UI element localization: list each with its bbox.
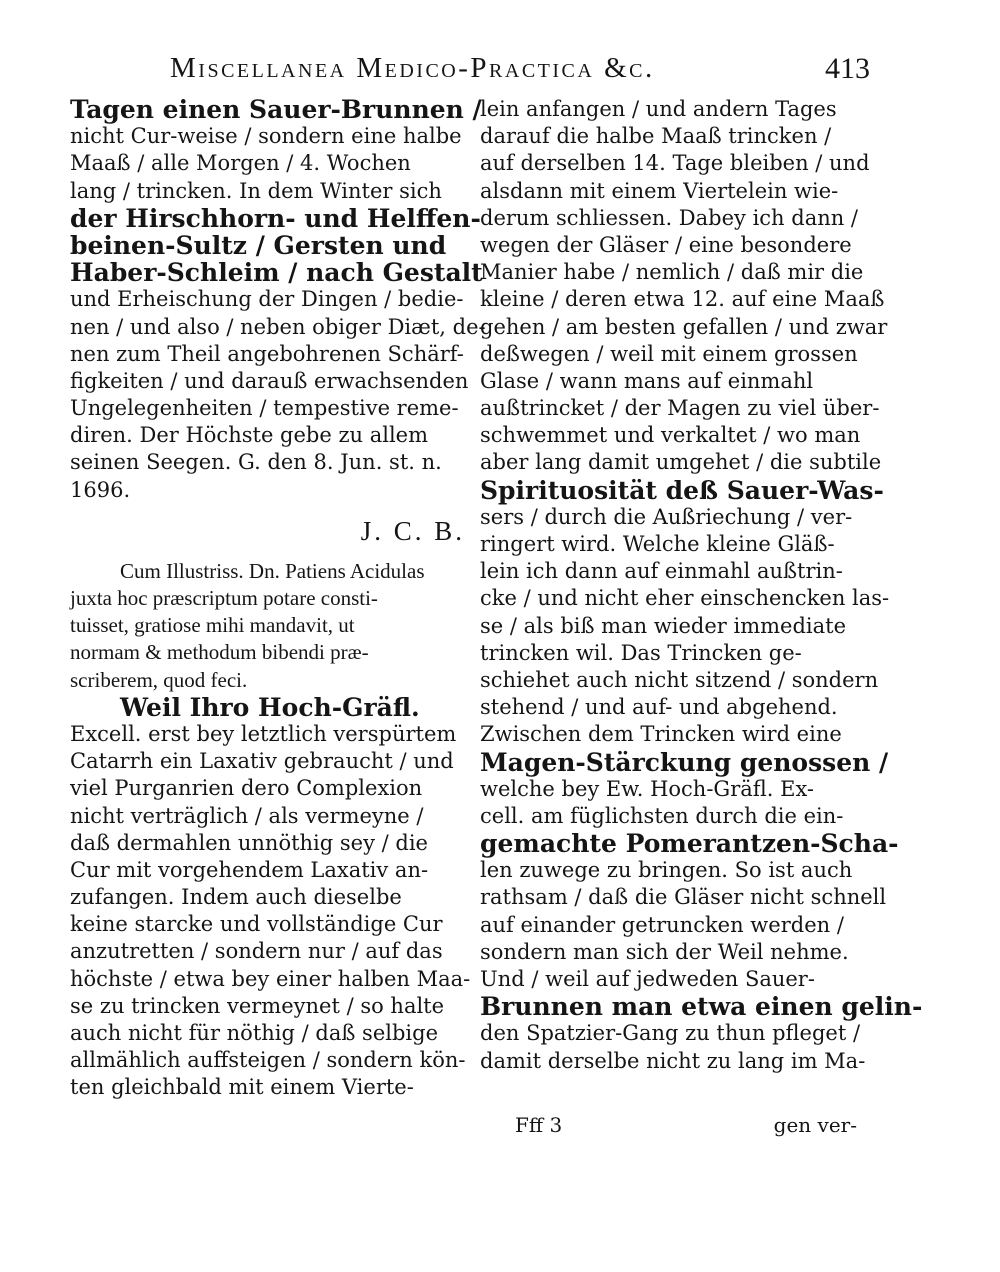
text-line: auf derselben 14. Tage bleiben / und bbox=[480, 151, 870, 176]
text-line: cell. am füglichsten durch die ein- bbox=[480, 803, 844, 828]
text-line: nen / und also / neben obiger Diæt, de- bbox=[70, 314, 486, 339]
text-line: derum schliessen. Dabey ich dann / bbox=[480, 205, 859, 230]
text-line: nen zum Theil angebohrenen Schärf- bbox=[70, 341, 464, 366]
text-line: Tagen einen Sauer-Brunnen / bbox=[70, 95, 482, 124]
right-column bbox=[480, 96, 923, 1075]
text-line: zufangen. Indem auch dieselbe bbox=[70, 885, 402, 910]
text-line: beinen-Sultz / Gersten und bbox=[70, 230, 447, 260]
text-line: alsdann mit einem Viertelein wie- bbox=[480, 178, 839, 203]
page-number: 413 bbox=[825, 52, 870, 85]
text-line: gehen / am besten gefallen / und zwar bbox=[480, 314, 888, 339]
text-line: darauf die halbe Maaß trincken / bbox=[480, 124, 832, 149]
text-line: und Erheischung der Dingen / bedie- bbox=[70, 287, 464, 312]
text-line: deßwegen / weil mit einem grossen bbox=[480, 341, 858, 366]
text-line: Zwischen dem Trincken wird eine bbox=[480, 722, 842, 747]
text-line: figkeiten / und darauß erwachsenden bbox=[70, 368, 469, 393]
text-line: auch nicht für nöthig / daß selbige bbox=[70, 1021, 438, 1045]
text-line: stehend / und auf- und abgehend. bbox=[480, 695, 838, 720]
text-line: rathsam / daß die Gläser nicht schnell bbox=[480, 885, 887, 910]
text-line: welche bey Ew. Hoch-Gräfl. Ex- bbox=[480, 776, 815, 801]
text-line: lang / trincken. In dem Winter sich bbox=[70, 178, 442, 203]
left-column bbox=[70, 95, 486, 1102]
text-line: lein anfangen / und andern Tages bbox=[480, 97, 837, 121]
text-line: Manier habe / nemlich / daß mir die bbox=[480, 260, 864, 285]
text-line: Maaß / alle Morgen / 4. Wochen bbox=[70, 151, 411, 176]
text-line: Brunnen man etwa einen gelin- bbox=[480, 992, 923, 1022]
text-line: gemachte Pomerantzen-Scha- bbox=[480, 829, 899, 859]
text-line: keine starcke und vollständige Cur bbox=[70, 912, 443, 937]
text-line: schiehet auch nicht sitzend / sondern bbox=[480, 667, 879, 692]
text-line: Magen-Stärckung genossen / bbox=[480, 747, 889, 777]
text-line: trincken wil. Das Trincken ge- bbox=[480, 640, 802, 665]
text-line: Catarrh ein Laxativ gebraucht / und bbox=[70, 749, 454, 774]
text-line: der Hirschhorn- und Helffen- bbox=[70, 203, 481, 233]
text-line: cke / und nicht eher einschencken las- bbox=[480, 586, 890, 611]
text-line: Cum Illustriss. Dn. Patiens Acidulas bbox=[120, 558, 425, 583]
text-line: daß dermahlen unnöthig sey / die bbox=[70, 830, 428, 855]
text-line: Und / weil auf jedweden Sauer- bbox=[480, 967, 815, 991]
text-line: juxta hoc præscriptum potare consti- bbox=[70, 586, 378, 610]
text-line: aber lang damit umgehet / die subtile bbox=[480, 450, 882, 475]
text-line: Haber-Schleim / nach Gestalt bbox=[70, 258, 483, 288]
text-line: se zu trincken vermeynet / so halte bbox=[70, 993, 445, 1018]
running-head bbox=[170, 52, 870, 96]
text-line: damit derselbe nicht zu lang im Ma- bbox=[480, 1048, 866, 1073]
text-line: kleine / deren etwa 12. auf eine Maaß bbox=[480, 287, 885, 312]
text-line: schwemmet und verkaltet / wo man bbox=[480, 423, 861, 448]
text-line: Ungelegenheiten / tempestive reme- bbox=[70, 396, 459, 421]
text-line: sondern man sich der Weil nehme. bbox=[480, 939, 849, 964]
text-line: scriberem, quod feci. bbox=[70, 667, 248, 692]
text-line: außtrincket / der Magen zu viel über- bbox=[480, 396, 880, 421]
text-line: len zuwege zu bringen. So ist auch bbox=[480, 858, 853, 883]
text-line: nicht Cur-weise / sondern eine halbe bbox=[70, 124, 462, 149]
text-line: seinen Seegen. G. den 8. Jun. st. n. bbox=[70, 450, 442, 475]
text-line: normam & methodum bibendi præ- bbox=[70, 640, 369, 665]
text-line: ringert wird. Welche kleine Gläß- bbox=[480, 532, 835, 556]
text-line: höchste / etwa bey einer halben Maa- bbox=[70, 966, 471, 991]
text-line: Glase / wann mans auf einmahl bbox=[480, 368, 814, 393]
text-line: ten gleichbald mit einem Vierte- bbox=[70, 1075, 414, 1100]
text-line: se / als biß man wieder immediate bbox=[480, 613, 847, 638]
text-line: diren. Der Höchste gebe zu allem bbox=[70, 423, 429, 448]
text-line: lein ich dann auf einmahl außtrin- bbox=[480, 559, 843, 584]
text-line: Excell. erst bey letztlich verspürtem bbox=[70, 721, 457, 746]
text-line: Cur mit vorgehendem Laxativ an- bbox=[70, 857, 429, 882]
text-line: allmählich auffsteigen / sondern kön- bbox=[70, 1048, 466, 1073]
text-line: Spirituosität deß Sauer-Was- bbox=[480, 475, 884, 505]
signature-mark: Fff 3 bbox=[515, 1113, 563, 1137]
text-line: 1696. bbox=[70, 477, 131, 502]
text-line: anzutretten / sondern nur / auf das bbox=[70, 939, 443, 964]
text-line: auf einander getruncken werden / bbox=[480, 912, 844, 937]
text-line: Weil Ihro Hoch-Gräfl. bbox=[120, 692, 420, 722]
catchword: gen ver- bbox=[773, 1113, 857, 1137]
text-line: tuisset, gratiose mihi mandavit, ut bbox=[70, 613, 355, 638]
page-footer bbox=[480, 1113, 865, 1143]
text-line: den Spatzier-Gang zu thun pfleget / bbox=[480, 1021, 861, 1046]
text-line: sers / durch die Außriechung / ver- bbox=[480, 504, 853, 529]
author-initials: J. C. B. bbox=[360, 515, 465, 546]
text-line: wegen der Gläser / eine besondere bbox=[480, 232, 852, 257]
text-line: nicht verträglich / als vermeyne / bbox=[70, 803, 424, 828]
text-line: viel Purganrien dero Complexion bbox=[70, 776, 423, 801]
running-title: Miscellanea Medico-Practica &c. bbox=[170, 52, 655, 84]
